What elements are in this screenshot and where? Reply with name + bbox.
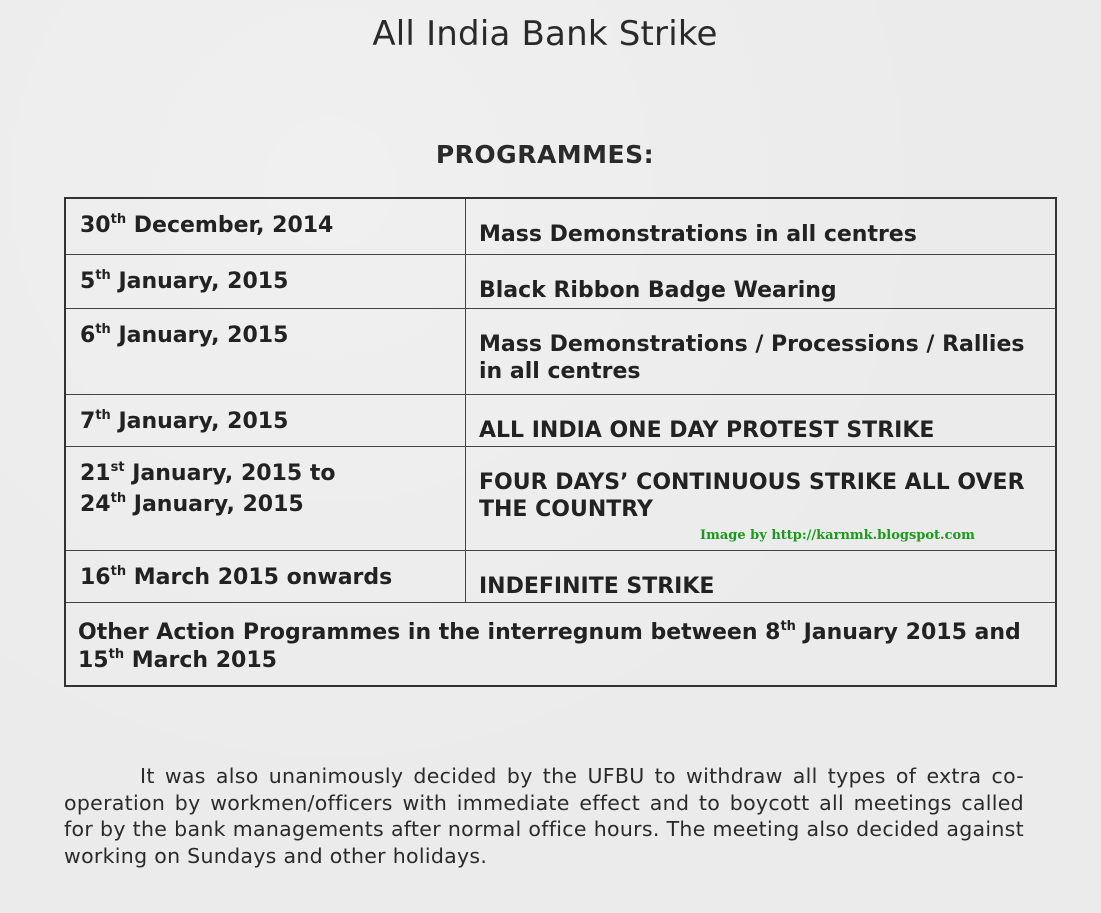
date-suffix: th xyxy=(95,267,111,283)
date-suffix: th xyxy=(95,321,111,337)
date-rest: January, 2015 xyxy=(126,491,304,517)
table-row xyxy=(65,550,1056,602)
programme-event: INDEFINITE STRIKE xyxy=(466,550,1057,602)
date-rest: January, 2015 to xyxy=(124,460,336,486)
programmes-heading: PROGRAMMES: xyxy=(435,140,655,169)
date-day: 6 xyxy=(80,322,96,348)
date-suffix: th xyxy=(110,563,127,579)
note-text: Other Action Programmes in the interregnum between 8 xyxy=(78,619,781,645)
programme-date xyxy=(65,446,466,550)
programme-date xyxy=(65,254,466,308)
date-suffix: th xyxy=(110,490,127,506)
date-day: 21 xyxy=(80,460,111,486)
date-day: 7 xyxy=(80,408,96,434)
programme-event: FOUR DAYS’ CONTINUOUS STRIKE ALL OVER THE COUNTRY xyxy=(466,446,1057,550)
date-rest: January, 2015 xyxy=(110,268,289,294)
note-suffix: th xyxy=(780,618,796,634)
body-paragraph: It was also unanimously decided by the UFBU to withdraw all types of extra co-operation by workmen/officers with immediate effect and to boycott all meetings called for by the bank managements after normal office hours. The meeting also decided against working on Sundays and other holidays. xyxy=(64,764,1024,868)
programme-date xyxy=(65,198,466,254)
programmes-table xyxy=(64,197,1057,687)
programme-date xyxy=(65,550,466,602)
date-rest: December, 2014 xyxy=(126,213,334,238)
note-text: January 2015 and 15 xyxy=(78,619,1021,673)
other-programmes-note xyxy=(65,602,1056,686)
table-row xyxy=(65,198,1056,254)
date-day: 24 xyxy=(80,491,111,517)
table-row xyxy=(65,308,1056,394)
date-day: 30 xyxy=(80,213,111,238)
date-suffix: th xyxy=(110,212,127,227)
table-row xyxy=(65,254,1056,308)
date-suffix: st xyxy=(110,459,125,475)
note-suffix: th xyxy=(108,646,125,662)
date-suffix: th xyxy=(95,407,111,423)
table-row xyxy=(65,602,1056,686)
programme-date xyxy=(65,394,466,446)
watermark-credit: Image by http://karnmk.blogspot.com xyxy=(700,528,975,543)
programme-event: Black Ribbon Badge Wearing xyxy=(466,254,1057,308)
programme-event: Mass Demonstrations / Processions / Rallies in all centres xyxy=(466,308,1057,394)
programme-event: ALL INDIA ONE DAY PROTEST STRIKE xyxy=(466,394,1057,446)
date-rest: January, 2015 xyxy=(110,322,289,348)
date-day: 16 xyxy=(80,564,111,590)
programme-date-end xyxy=(80,492,455,517)
document-title: All India Bank Strike xyxy=(372,14,718,54)
programme-event: Mass Demonstrations in all centres xyxy=(466,198,1057,254)
date-day: 5 xyxy=(80,268,96,294)
table-row xyxy=(65,394,1056,446)
note-text: March 2015 xyxy=(124,647,277,673)
date-rest: January, 2015 xyxy=(110,408,289,434)
date-rest: March 2015 onwards xyxy=(126,564,393,590)
programme-date xyxy=(65,308,466,394)
